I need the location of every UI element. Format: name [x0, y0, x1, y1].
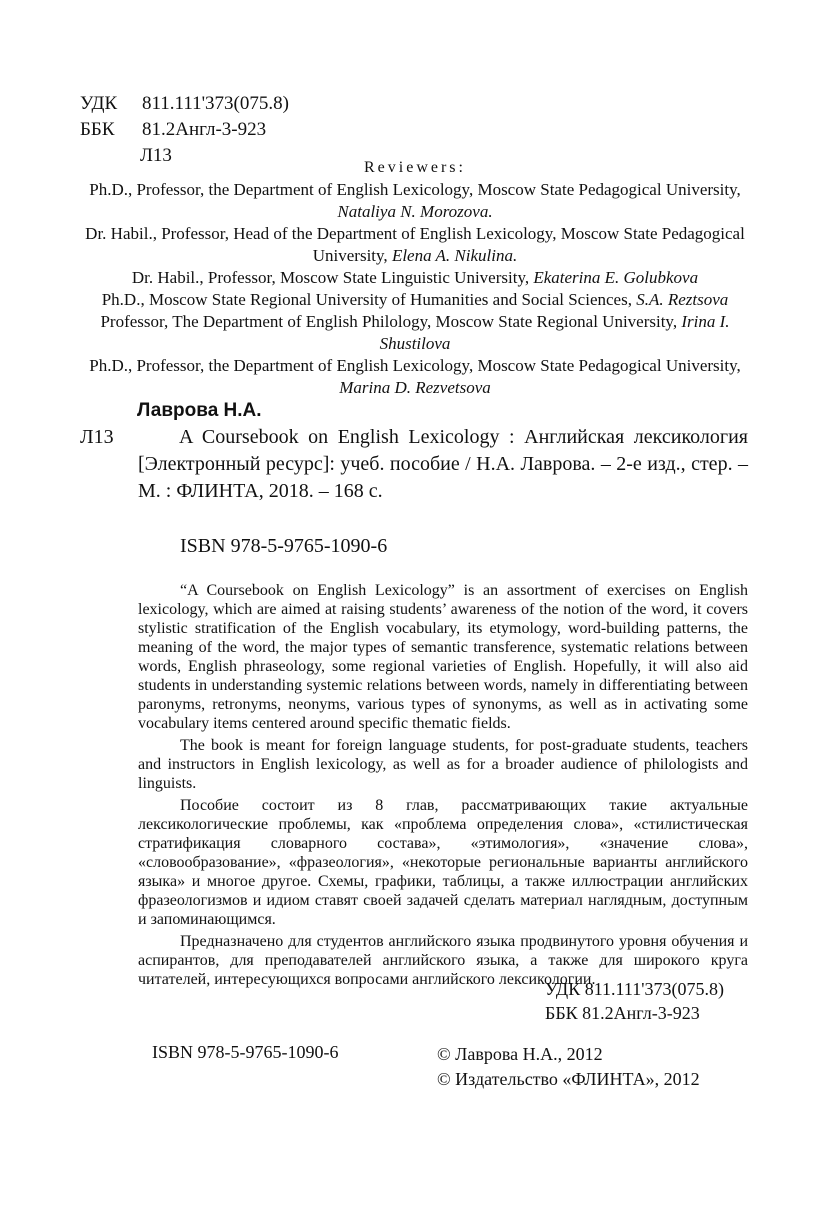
- reviewer-name: Ekaterina E. Golubkova: [533, 268, 699, 287]
- annotation: [138, 581, 748, 992]
- reviewer-entry: [70, 267, 760, 289]
- reviewer-name: S.A. Reztsova: [636, 290, 729, 309]
- udk-line: [80, 91, 289, 117]
- reviewer-name: Irina I. Shustilova: [379, 312, 730, 353]
- reviewer-entry: [70, 289, 760, 311]
- reviewer-affiliation: Dr. Habil., Professor, Head of the Department of English Lexicology, Moscow State Pedagogical University,: [85, 224, 745, 265]
- annotation-paragraph: Пособие состоит из 8 глав, рассматривающих такие актуальные лексикологические проблемы, как «проблема определения слова», «стилистическая стратификация словарного состава», «этимология», «значение слова», «словообразование», «фразеология», «некоторые региональные варианты английского языка» и многое другое. Схемы, графики, таблицы, а также иллюстрации английских фразеологизмов и идиом ставят своей задачей сделать материал наглядным, доступным и запоминающимся.: [138, 797, 748, 928]
- annotation-paragraph: Предназначено для студентов английского языка продвинутого уровня обучения и аспирантов, для преподавателей английского языка, а также для широкого круга читателей, интересующихся вопросами английского лексикологии.: [138, 933, 748, 988]
- udk-label: УДК: [80, 93, 118, 114]
- reviewer-name: Nataliya N. Morozova.: [337, 202, 493, 221]
- reviewer-affiliation: Ph.D., Professor, the Department of English Lexicology, Moscow State Pedagogical University,: [89, 356, 741, 375]
- bbk-label: ББК: [80, 119, 115, 140]
- footer-bbk: ББК 81.2Англ-3-923: [545, 1003, 700, 1023]
- bbk-value: 81.2Англ-3-923: [142, 119, 267, 140]
- reviewer-affiliation: Ph.D., Moscow State Regional University of Humanities and Social Sciences,: [101, 290, 637, 309]
- udk-value: 811.111'373(075.8): [142, 93, 289, 114]
- reviewers-section: [70, 157, 760, 399]
- isbn: ISBN 978-5-9765-1090-6: [180, 535, 388, 557]
- reviewer-name: Elena A. Nikulina.: [391, 246, 518, 265]
- reviewer-affiliation: Professor, The Department of English Philology, Moscow State Regional University,: [100, 312, 682, 331]
- reviewer-affiliation: Ph.D., Professor, the Department of English Lexicology, Moscow State Pedagogical University,: [89, 180, 741, 199]
- annotation-paragraph: “A Coursebook on English Lexicology” is an assortment of exercises on English lexicology, which are aimed at raising students’ awareness of the notion of the word, it covers stylistic stratification of the English vocabulary, its etymology, word-building patterns, the meaning of the word, the major types of semantic transference, systematic relations between words, English phraseology, some regional varieties of English. Hopefully, it will also aid students in understanding systemic relations between words, namely in differentiating between paronyms, retronyms, neonyms, various types of synonyms, as well as in activating some vocabulary items centered around specific thematic fields.: [138, 582, 748, 732]
- copyright-author: © Лаврова Н.А., 2012: [437, 1044, 603, 1064]
- reviewer-entry: [70, 223, 760, 267]
- bibliographic-code: Л13: [80, 426, 114, 448]
- copyright-block: [437, 1042, 700, 1092]
- reviewer-name: Marina D. Rezvetsova: [339, 378, 491, 397]
- annotation-paragraph: The book is meant for foreign language students, for post-graduate students, teachers and instructors in English lexicology, as well as for a broader audience of philologists and linguists.: [138, 737, 748, 792]
- reviewer-entry: [70, 179, 760, 223]
- copyright-publisher: © Издательство «ФЛИНТА», 2012: [437, 1069, 700, 1089]
- footer-udk: УДК 811.111'373(075.8): [545, 979, 724, 999]
- reviewer-entry: [70, 355, 760, 399]
- footer-isbn: ISBN 978-5-9765-1090-6: [152, 1042, 339, 1062]
- author-name: Лаврова Н.А.: [137, 400, 262, 421]
- footer-classification: [545, 977, 724, 1025]
- bibliographic-entry: A Coursebook on English Lexicology : Английская лексикология [Электронный ресурс]: учеб. пособие / Н.А. Лаврова. – 2-е изд., стер. – М. : ФЛИНТА, 2018. – 168 с.: [138, 426, 748, 502]
- author-code: Л13: [140, 145, 172, 166]
- reviewer-entry: [70, 311, 760, 355]
- reviewers-heading: Reviewers:: [364, 159, 466, 176]
- bbk-line: [80, 117, 266, 143]
- reviewer-affiliation: Dr. Habil., Professor, Moscow State Linguistic University,: [131, 268, 534, 287]
